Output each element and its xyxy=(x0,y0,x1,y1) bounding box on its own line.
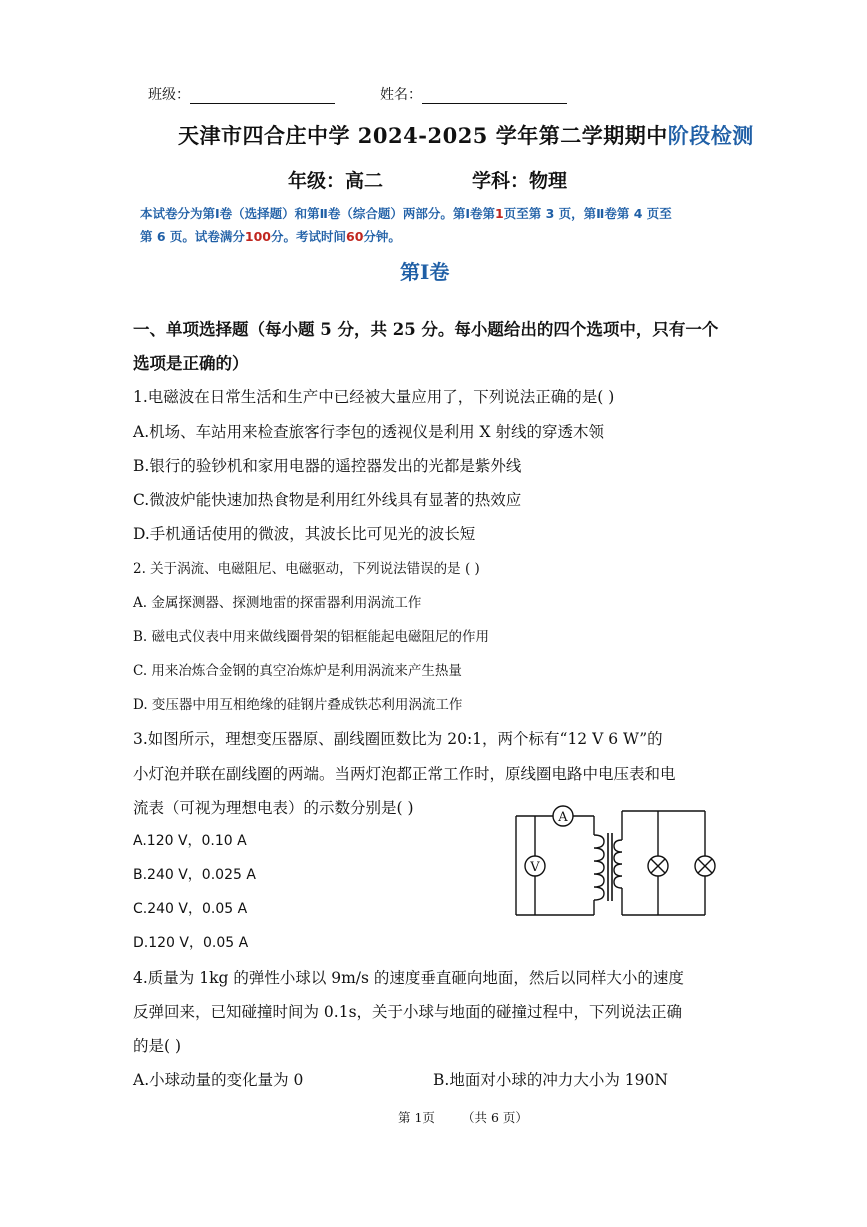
q3-stem-line3: 流表（可视为理想电表）的示数分别是( ) xyxy=(133,799,414,817)
q1-stem: 1.电磁波在日常生活和生产中已经被大量应用了，下列说法正确的是( ) xyxy=(133,388,615,406)
q3-option-b: B.240 V，0.025 A xyxy=(133,867,256,883)
subject-label: 学科：物理 xyxy=(472,170,568,192)
q3-option-d: D.120 V，0.05 A xyxy=(133,935,249,951)
grade-label: 年级：高二 xyxy=(288,170,384,192)
lamp-symbol xyxy=(648,856,668,876)
exam-title-main: 天津市四合庄中学 2024-2025 学年第二学期期中 xyxy=(178,123,668,148)
info-highlight: 100 xyxy=(244,229,271,244)
q3-option-c: C.240 V，0.05 A xyxy=(133,901,248,917)
class-field xyxy=(148,84,335,104)
voltmeter-label: V xyxy=(530,860,540,875)
q2-option-b: B. 磁电式仪表中用来做线圈骨架的铝框能起电磁阻尼的作用 xyxy=(133,629,490,645)
info-text: 分钟。 xyxy=(363,229,401,244)
q4-stem-line2: 反弹回来，已知碰撞时间为 0.1s，关于小球与地面的碰撞过程中，下列说法正确 xyxy=(133,1003,683,1021)
part-title: 第Ⅰ卷 xyxy=(400,260,450,284)
page-number: 第 1页 xyxy=(398,1110,435,1125)
q3-stem-line2: 小灯泡并联在副线圈的两端。当两灯泡都正常工作时，原线圈电路中电压表和电 xyxy=(133,765,676,783)
exam-title xyxy=(178,120,754,150)
ammeter-label: A xyxy=(558,810,568,825)
exam-title-highlight: 阶段检测 xyxy=(667,123,754,148)
q2-option-c: C. 用来冶炼合金钢的真空冶炼炉是利用涡流来产生热量 xyxy=(133,663,462,679)
q1-option-b: B.银行的验钞机和家用电器的遥控器发出的光都是紫外线 xyxy=(133,457,522,475)
q2-option-a: A. 金属探测器、探测地雷的探雷器利用涡流工作 xyxy=(133,595,422,611)
q3-stem-line1: 3.如图所示，理想变压器原、副线圈匝数比为 20:1，两个标有“12 V 6 W”的 xyxy=(133,730,663,748)
name-blank xyxy=(422,89,567,104)
name-field xyxy=(380,84,567,104)
section-heading-line1: 一、单项选择题（每小题 5 分，共 25 分。每小题给出的四个选项中，只有一个 xyxy=(133,320,719,339)
info-highlight: 1 xyxy=(495,206,504,221)
section-heading-line2: 选项是正确的） xyxy=(133,354,249,373)
info-text: 页至第 3 页，第Ⅱ卷第 4 页至 xyxy=(503,206,672,221)
info-highlight: 60 xyxy=(346,229,364,244)
q4-stem-line3: 的是( ) xyxy=(133,1037,182,1055)
lamp-symbol xyxy=(695,856,715,876)
primary-coil xyxy=(594,835,604,900)
q1-option-c: C.微波炉能快速加热食物是利用红外线具有显著的热效应 xyxy=(133,491,522,509)
exam-info-line2 xyxy=(140,227,401,245)
q2-option-d: D. 变压器中用互相绝缘的硅钢片叠成铁芯利用涡流工作 xyxy=(133,697,463,713)
q3-option-a: A.120 V，0.10 A xyxy=(133,833,247,849)
q1-option-a: A.机场、车站用来检查旅客行李包的透视仪是利用 X 射线的穿透木领 xyxy=(133,423,605,441)
q4-option-b: B.地面对小球的冲力大小为 190N xyxy=(433,1071,668,1089)
page-total: （共 6 页） xyxy=(462,1110,528,1125)
class-label: 班级： xyxy=(148,87,190,103)
exam-info-line1 xyxy=(140,204,672,222)
info-text: 第 6 页。试卷满分 xyxy=(140,229,245,244)
name-label: 姓名： xyxy=(380,87,422,103)
secondary-coil xyxy=(614,840,622,888)
q4-option-a: A.小球动量的变化量为 0 xyxy=(133,1071,304,1089)
q4-stem-line1: 4.质量为 1kg 的弹性小球以 9m/s 的速度垂直砸向地面，然后以同样大小的速度 xyxy=(133,969,684,987)
class-blank xyxy=(190,89,335,104)
q2-stem: 2. 关于涡流、电磁阻尼、电磁驱动，下列说法错误的是 ( ) xyxy=(133,561,480,577)
transformer-circuit-diagram xyxy=(510,805,725,920)
q1-option-d: D.手机通话使用的微波，其波长比可见光的波长短 xyxy=(133,525,476,543)
info-text: 分。考试时间 xyxy=(271,229,347,244)
info-text: 本试卷分为第Ⅰ卷（选择题）和第Ⅱ卷（综合题）两部分。第Ⅰ卷第 xyxy=(140,206,496,221)
